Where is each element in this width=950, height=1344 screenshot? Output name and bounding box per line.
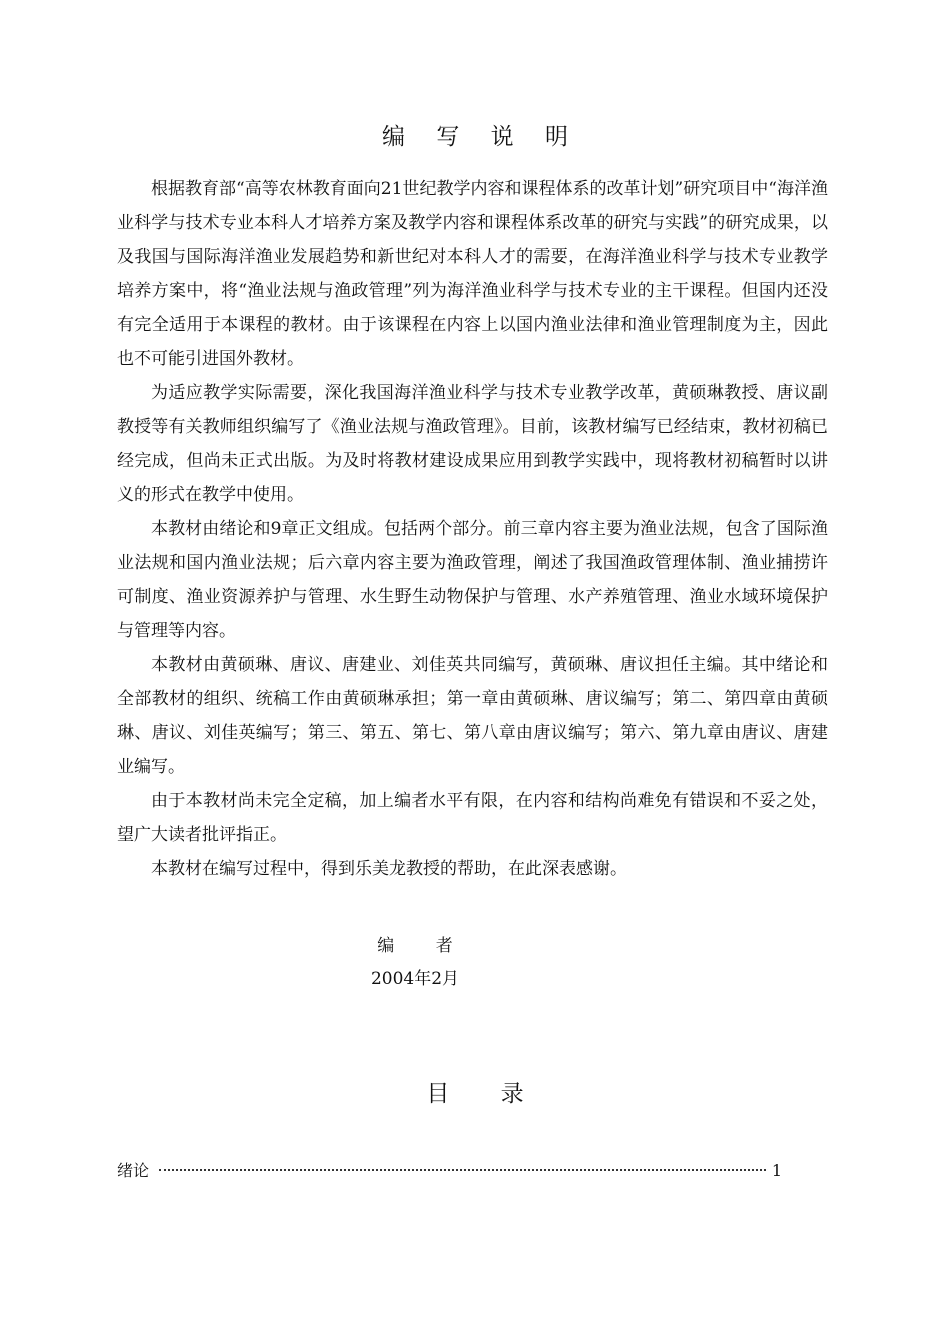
toc-title: 目 录 <box>426 1081 546 1107</box>
preface-paragraph-3: 本教材由绪论和9章正文组成。包括两个部分。前三章内容主要为渔业法规，包含了国际渔业法规和国内渔业法规；后六章内容主要为渔政管理，阐述了我国渔政管理体制、渔业捕捞许可制度、渔业资源养护与管理、水生野生动物保护与管理、水产养殖管理、渔业水域环境保护与管理等内容。 <box>117 519 828 641</box>
toc-entry-label: 绪论 <box>117 1161 150 1180</box>
signature-author: 编 者 <box>377 936 471 956</box>
toc-entry[interactable] <box>117 1158 782 1181</box>
preface-body <box>117 172 828 886</box>
preface-paragraph-5: 由于本教材尚未完全定稿，加上编者水平有限，在内容和结构尚难免有错误和不妥之处，望广大读者批评指正。 <box>117 791 828 845</box>
toc-leader-dots <box>159 1169 766 1171</box>
preface-paragraph-4: 本教材由黄硕琳、唐议、唐建业、刘佳英共同编写，黄硕琳、唐议担任主编。其中绪论和全部教材的组织、统稿工作由黄硕琳承担；第一章由黄硕琳、唐议编写；第二、第四章由黄硕琳、唐议、刘佳英编写；第三、第五、第七、第八章由唐议编写；第六、第九章由唐议、唐建业编写。 <box>117 655 828 777</box>
preface-paragraph-2: 为适应教学实际需要，深化我国海洋渔业科学与技术专业教学改革，黄硕琳教授、唐议副教授等有关教师组织编写了《渔业法规与渔政管理》。目前，该教材编写已经结束，教材初稿已经完成，但尚未正式出版。为及时将教材建设成果应用到教学实践中，现将教材初稿暂时以讲义的形式在教学中使用。 <box>117 383 828 505</box>
preface-paragraph-6: 本教材在编写过程中，得到乐美龙教授的帮助，在此深表感谢。 <box>151 859 627 879</box>
table-of-contents <box>117 1158 782 1181</box>
signature-date: 2004年2月 <box>370 969 460 989</box>
preface-paragraph-1: 根据教育部“高等农林教育面向21世纪教学内容和课程体系的改革计划”研究项目中“海洋渔业科学与技术专业本科人才培养方案及教学内容和课程体系改革的研究与实践”的研究成果，以及我国与国际海洋渔业发展趋势和新世纪对本科人才的需要，在海洋渔业科学与技术专业教学培养方案中，将“渔业法规与渔政管理”列为海洋渔业科学与技术专业的主干课程。但国内还没有完全适用于本课程的教材。由于该课程在内容上以国内渔业法律和渔业管理制度为主，因此也不可能引进国外教材。 <box>117 179 828 369</box>
preface-title: 编 写 说 明 <box>382 124 580 150</box>
toc-entry-page: 1 <box>771 1161 782 1180</box>
